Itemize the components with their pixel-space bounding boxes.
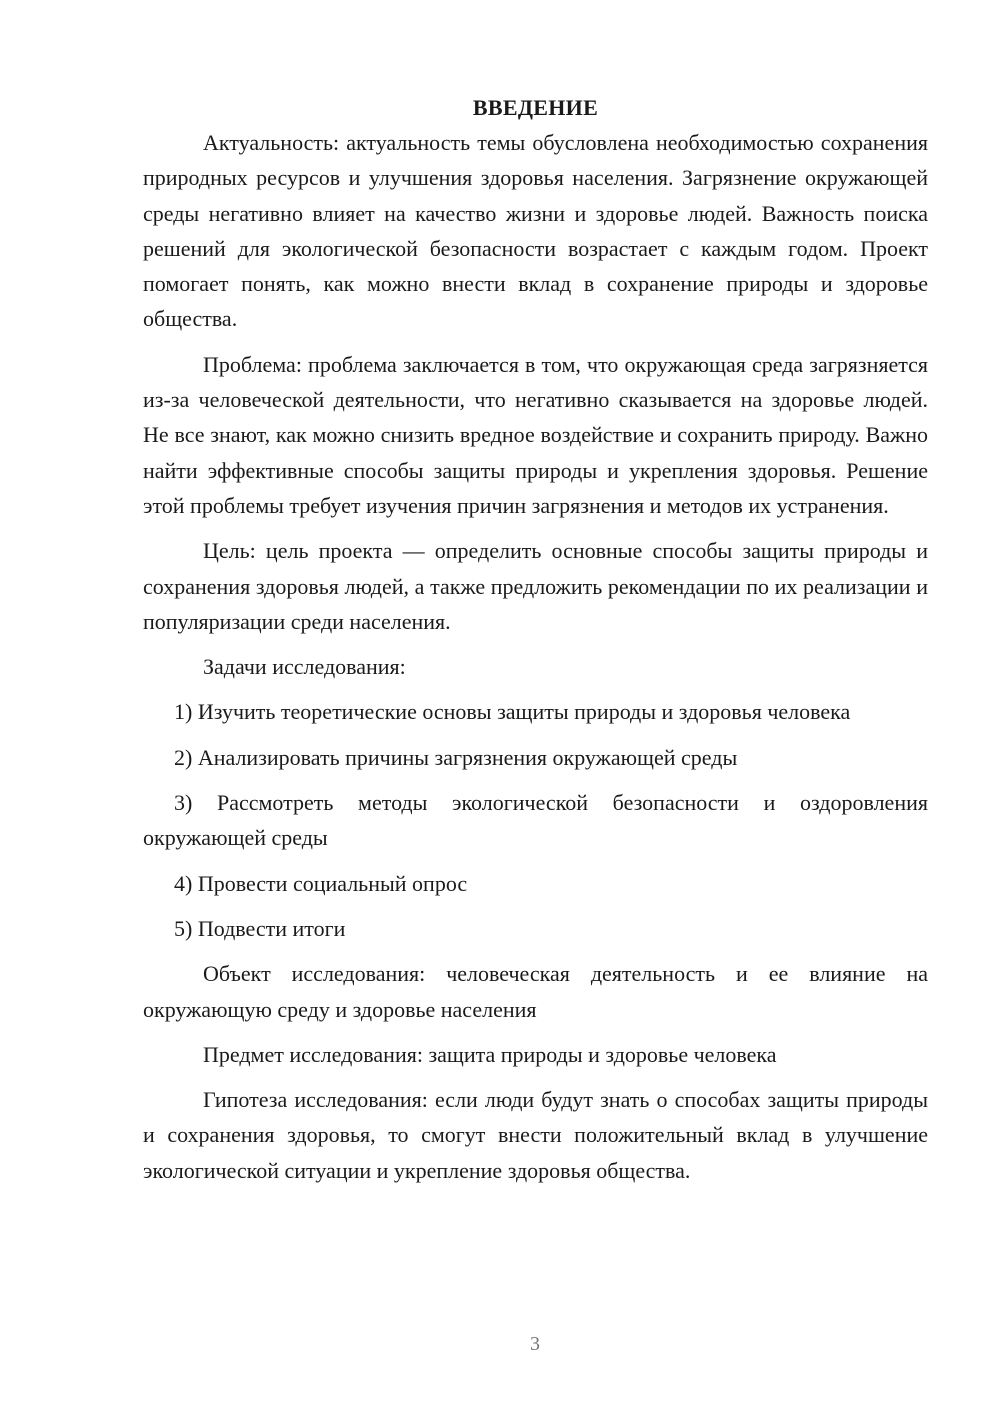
document-page	[143, 90, 928, 1198]
paragraph-problem: Проблема: проблема заключается в том, что окружающая среда загрязняется из-за человеческой деятельности, что негативно сказывается на здоровье людей. Не все знают, как можно снизить вредное воздействие и сохранить природу. Важно найти эффективные способы защиты природы и укрепления здоровья. Решение этой проблемы требует изучения причин загрязнения и методов их устранения.	[143, 351, 928, 518]
page-title: ВВЕДЕНИЕ	[472, 95, 599, 120]
paragraph-object: Объект исследования: человеческая деятельность и ее влияние на окружающую среду и здоровье населения	[143, 961, 928, 1022]
task-item: 3) Рассмотреть методы экологической безопасности и оздоровления окружающей среды	[143, 790, 928, 851]
paragraph-relevance: Актуальность: актуальность темы обусловлена необходимостью сохранения природных ресурсов и улучшения здоровья населения. Загрязнение окружающей среды негативно влияет на качество жизни и здоровье людей. Важность поиска решений для экологической безопасности возрастает с каждым годом. Проект помогает понять, как можно внести вклад в сохранение природы и здоровье общества.	[143, 130, 928, 332]
paragraph-goal: Цель: цель проекта — определить основные способы защиты природы и сохранения здоровья людей, а также предложить рекомендации по их реализации и популяризации среди населения.	[143, 538, 928, 634]
page-number: 3	[530, 1333, 540, 1355]
paragraph-subject: Предмет исследования: защита природы и здоровье человека	[203, 1041, 777, 1067]
task-item: 1) Изучить теоретические основы защиты природы и здоровья человека	[174, 699, 851, 725]
task-item: 4) Провести социальный опрос	[174, 870, 468, 896]
task-item: 5) Подвести итоги	[174, 915, 346, 941]
tasks-heading: Задачи исследования:	[203, 654, 406, 680]
paragraph-hypothesis: Гипотеза исследования: если люди будут знать о способах защиты природы и сохранения здоровья, то смогут внести положительный вклад в улучшение экологической ситуации и укрепление здоровья общества.	[143, 1087, 928, 1183]
task-item: 2) Анализировать причины загрязнения окружающей среды	[174, 744, 738, 770]
